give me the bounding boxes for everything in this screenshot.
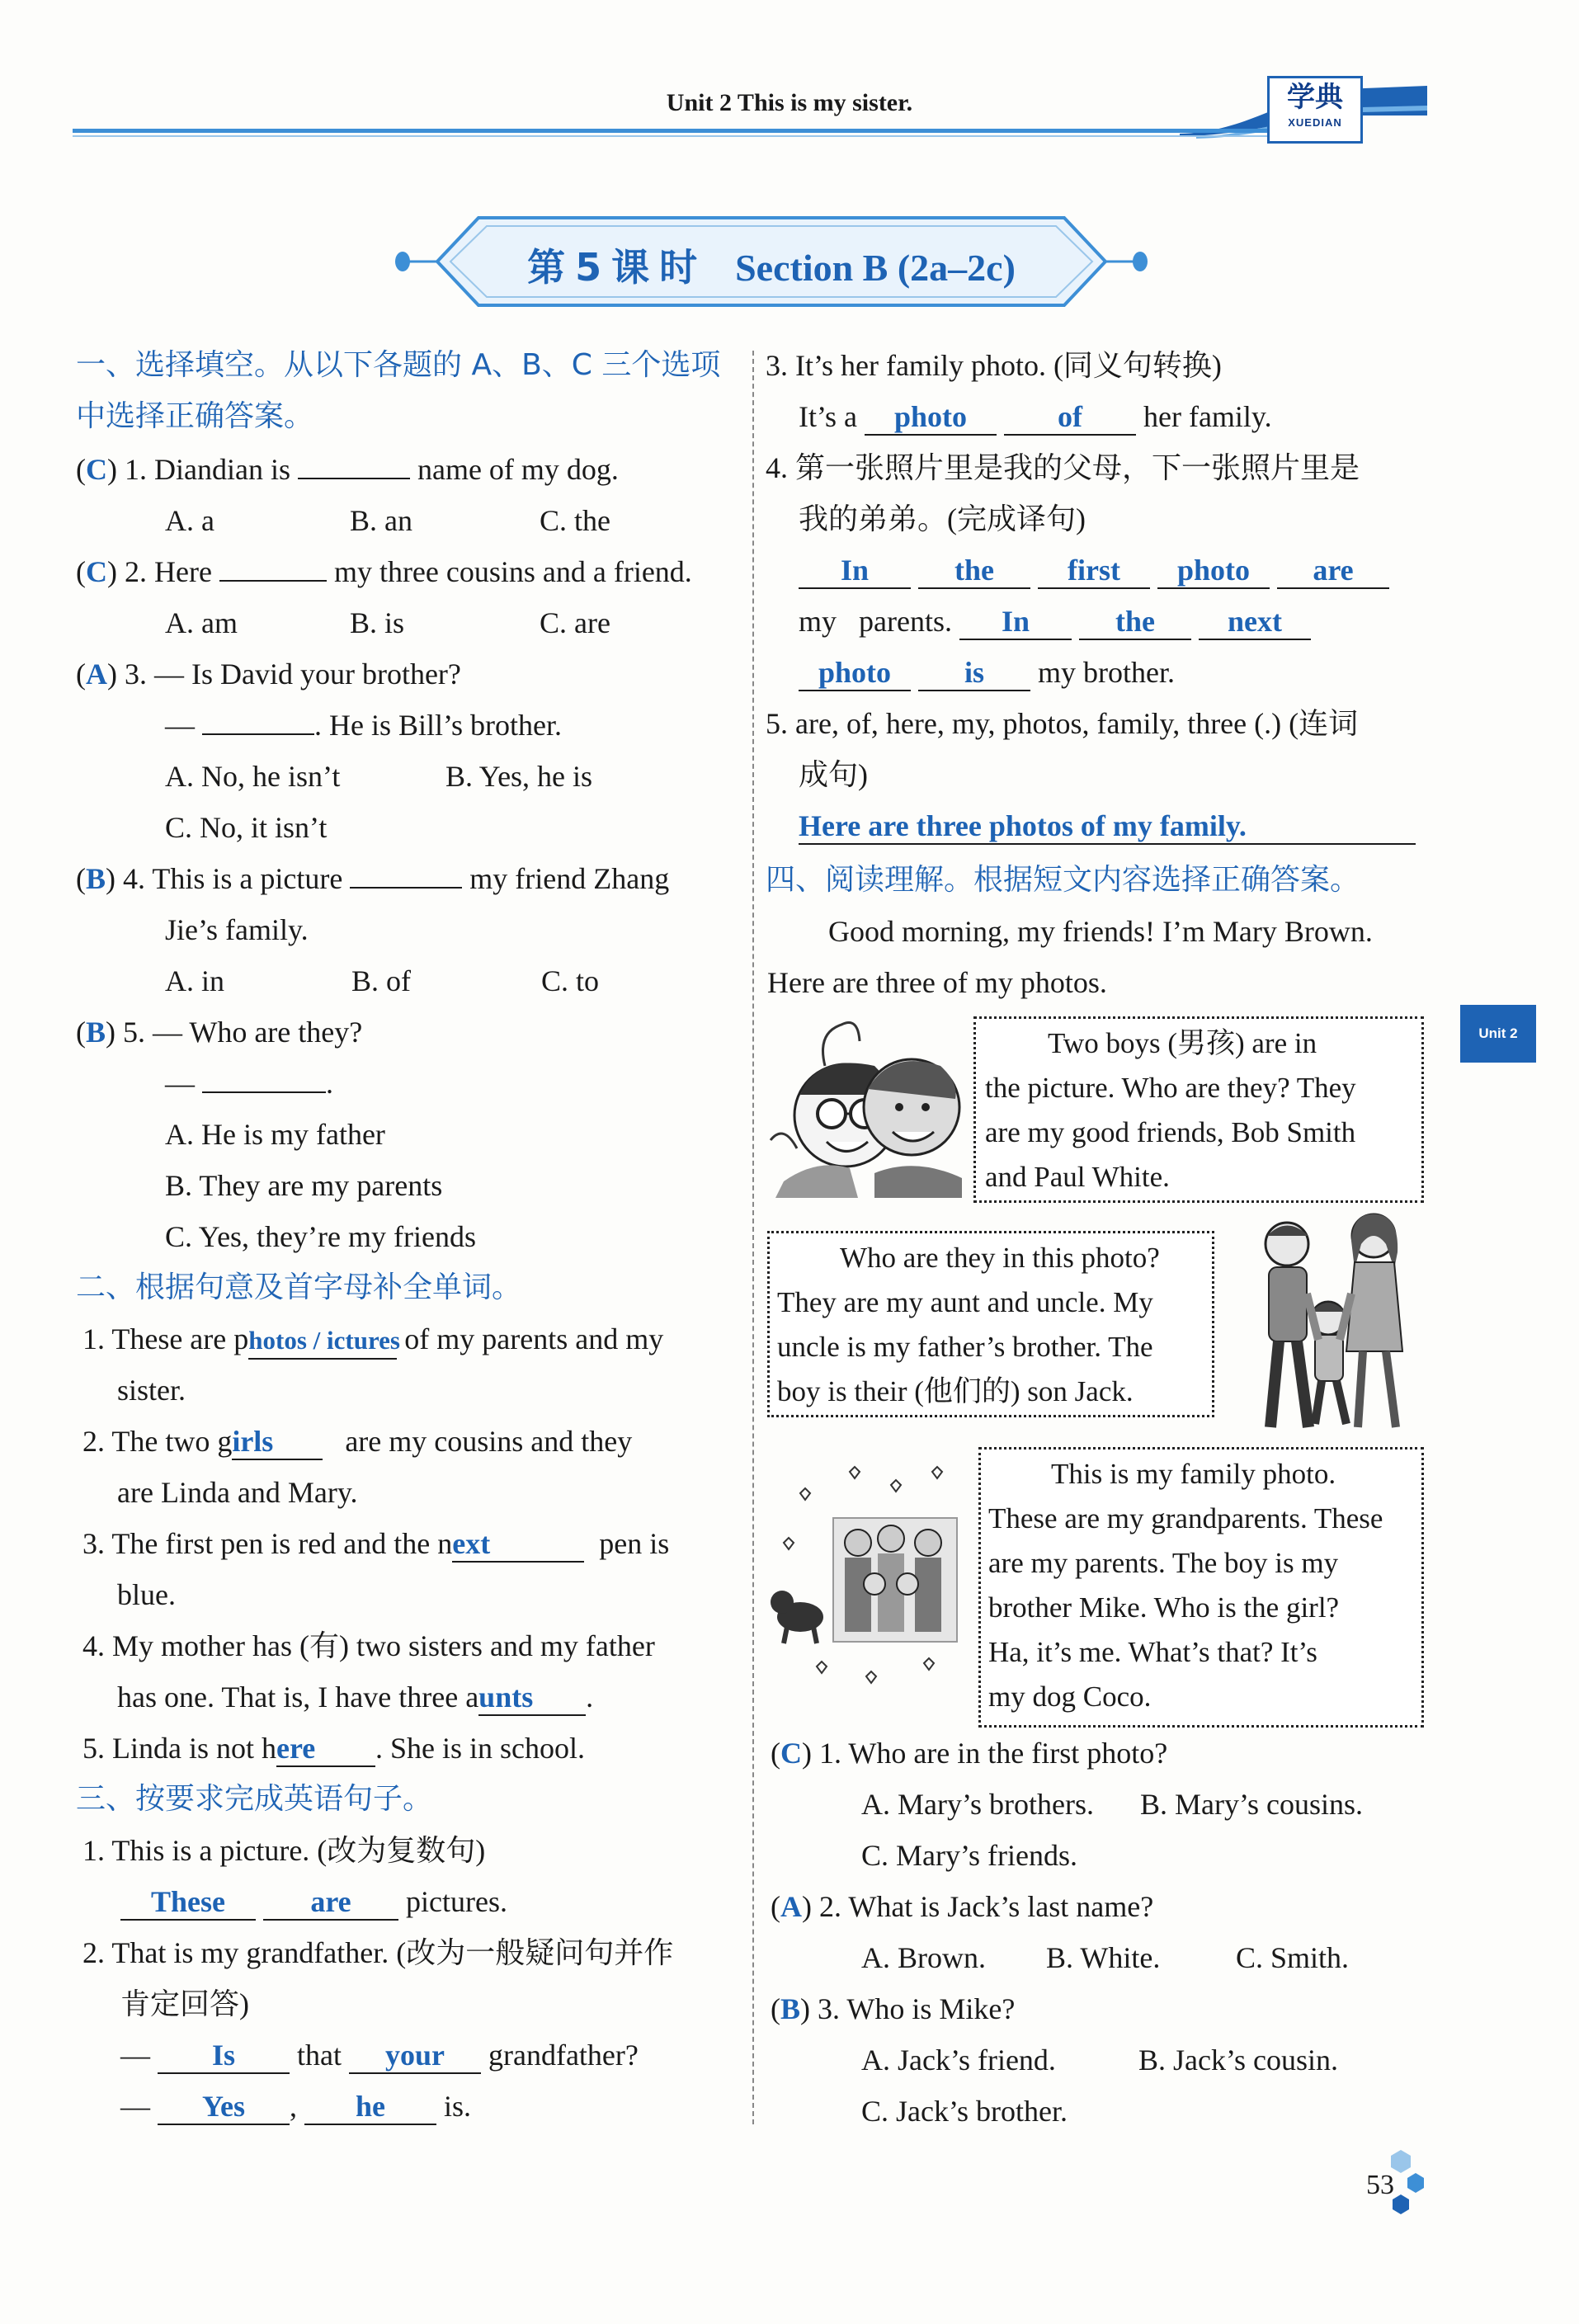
- part2-s3: 3. The first pen is red and the next pen is: [82, 1525, 669, 1563]
- column-divider: [752, 351, 754, 2124]
- part3-s2-line2: 肯定回答): [120, 1987, 249, 2020]
- part2-s3-line2: blue.: [117, 1578, 176, 1611]
- p4q3-option-c: C. Jack’s brother.: [861, 2095, 1068, 2128]
- header-rule-thick: [73, 129, 1360, 133]
- part2-s5: 5. Linda is not here . She is in school.: [82, 1729, 585, 1767]
- q1-option-a: A. a: [165, 504, 214, 537]
- q4-option-c: C. to: [541, 964, 600, 997]
- p4q2-option-b: B. White.: [1046, 1941, 1161, 1974]
- blank[interactable]: hotos / ictures: [248, 1323, 397, 1360]
- q5-option-c: C. Yes, they’re my friends: [165, 1220, 476, 1253]
- blank[interactable]: [219, 580, 327, 582]
- part3-s2-question: — Is that your grandfather?: [120, 2036, 639, 2074]
- part2-s2-line2: are Linda and Mary.: [117, 1476, 358, 1509]
- lesson-section: Section B (2a–2c): [735, 247, 1016, 289]
- blank[interactable]: photo: [865, 399, 997, 436]
- answer-mark: B: [86, 862, 106, 895]
- part4-intro-line1: Good morning, my friends! I’m Mary Brown.: [828, 915, 1373, 948]
- blank[interactable]: unts: [478, 1680, 586, 1716]
- blank[interactable]: next: [1199, 604, 1311, 640]
- blank[interactable]: In: [959, 604, 1072, 640]
- q5-option-a: A. He is my father: [165, 1118, 385, 1151]
- blank[interactable]: the: [1079, 604, 1191, 640]
- part3-s2-answer: — Yes , he is.: [120, 2087, 471, 2125]
- lesson-title: [388, 238, 1155, 292]
- part2-s4-line2: has one. That is, I have three aunts .: [117, 1678, 593, 1716]
- q3-option-c: C. No, it isn’t: [165, 811, 328, 844]
- part1-q5-line2: — .: [165, 1067, 333, 1100]
- q2-option-a: A. am: [165, 606, 238, 639]
- part1-q1: (C) 1. Diandian is name of my dog.: [76, 453, 619, 486]
- answer-mark: C: [86, 453, 107, 486]
- blank[interactable]: ere: [276, 1731, 375, 1767]
- part3-s3: 3. It’s her family photo. (同义句转换): [766, 349, 1222, 382]
- answer-mark: A: [780, 1890, 802, 1923]
- p4q1-option-b: B. Mary’s cousins.: [1140, 1788, 1363, 1821]
- blank[interactable]: In: [799, 553, 911, 589]
- blank[interactable]: [202, 733, 314, 735]
- part1-heading-line1: 一、选择填空。从以下各题的 A、B、C 三个选项: [76, 348, 721, 382]
- blank[interactable]: first: [1038, 553, 1150, 589]
- blank[interactable]: is: [918, 655, 1030, 691]
- photo3-text: This is my family photo. These are my grandparents. These are my parents. The boy is my brother Mike. Who is the girl? Ha, it’s me. What’s that? It’s my dog Coco.: [988, 1458, 1383, 1713]
- blank[interactable]: of: [1004, 399, 1136, 436]
- lesson-number: 第5课时: [527, 245, 708, 290]
- blank[interactable]: [298, 478, 410, 479]
- blank[interactable]: your: [349, 2038, 481, 2074]
- p4q1-option-c: C. Mary’s friends.: [861, 1839, 1077, 1872]
- blank[interactable]: are: [263, 1884, 398, 1921]
- page-header-title: Unit 2 This is my sister.: [666, 89, 913, 116]
- family-photo-illustration: [767, 1460, 973, 1708]
- part3-s4: 4. 第一张照片里是我的父母，下一张照片里是: [766, 451, 1360, 484]
- blank[interactable]: Here are three photos of my family.: [799, 808, 1416, 845]
- part4-heading: 四、阅读理解。根据短文内容选择正确答案。: [766, 863, 1360, 897]
- q4-option-b: B. of: [351, 964, 411, 997]
- photo2-text: Who are they in this photo? They are my aunt and uncle. My uncle is my father’s brother. The boy is their (他们的) son Jack.: [777, 1242, 1160, 1407]
- answer-mark: A: [86, 658, 107, 691]
- header-rule-thin: [73, 135, 1360, 137]
- blank[interactable]: These: [120, 1884, 256, 1921]
- part3-s5: 5. are, of, here, my, photos, family, three (.) (连词: [766, 707, 1359, 740]
- answer-mark: C: [780, 1737, 802, 1770]
- part2-s4: 4. My mother has (有) two sisters and my father: [82, 1629, 655, 1662]
- blank[interactable]: the: [918, 553, 1030, 589]
- part3-s1: 1. This is a picture. (改为复数句): [82, 1834, 486, 1867]
- aunt-uncle-son-illustration: [1237, 1211, 1419, 1434]
- blank[interactable]: photo: [799, 655, 911, 691]
- part3-s4-line2: 我的弟弟。(完成译句): [799, 502, 1086, 535]
- part3-s3-answer: It’s a photo of her family.: [799, 398, 1272, 436]
- part3-s5-answer: [799, 807, 1416, 845]
- part3-s4-row2: my parents. In the next: [799, 602, 1311, 640]
- hexagon-decoration-icon: [1376, 2148, 1426, 2218]
- part1-q2: (C) 2. Here my three cousins and a friend.: [76, 555, 692, 588]
- part3-s4-row3: photo is my brother.: [799, 653, 1175, 691]
- part4-intro-line2: Here are three of my photos.: [767, 966, 1107, 999]
- part1-q4-line2: Jie’s family.: [165, 913, 309, 946]
- answer-mark: B: [86, 1016, 106, 1049]
- q1-option-b: B. an: [350, 504, 412, 537]
- p4q3-option-b: B. Jack’s cousin.: [1138, 2044, 1338, 2077]
- q1-option-c: C. the: [540, 504, 610, 537]
- answer-mark: B: [780, 1992, 801, 2025]
- part3-s5-line2: 成句): [799, 758, 868, 791]
- part3-s1-answer: These are pictures.: [120, 1883, 507, 1921]
- q3-option-b: B. Yes, he is: [445, 760, 593, 793]
- part1-heading-line2: 中选择正确答案。: [76, 399, 314, 433]
- p4q2-option-c: C. Smith.: [1236, 1941, 1350, 1974]
- part3-s2: 2. That is my grandfather. (改为一般疑问句并作: [82, 1936, 674, 1969]
- answer-mark: C: [86, 555, 107, 588]
- photo1-text: Two boys (男孩) are in the picture. Who are they? They are my good friends, Bob Smith and Paul White.: [985, 1027, 1356, 1193]
- part4-q3: (B) 3. Who is Mike?: [771, 1992, 1016, 2025]
- q4-option-a: A. in: [165, 964, 224, 997]
- part3-s4-row1: [799, 551, 1389, 589]
- q3-option-a: A. No, he isn’t: [165, 760, 341, 793]
- unit-side-tab[interactable]: Unit 2: [1460, 1005, 1536, 1063]
- part4-q2: (A) 2. What is Jack’s last name?: [771, 1890, 1154, 1923]
- blank[interactable]: Is: [158, 2038, 290, 2074]
- xuedian-logo: 学典 XUEDIAN: [1267, 76, 1363, 144]
- part1-q3-line2: — . He is Bill’s brother.: [165, 709, 562, 742]
- part1-q4: (B) 4. This is a picture my friend Zhang: [76, 862, 670, 895]
- part2-s1-line2: sister.: [117, 1374, 186, 1407]
- blank[interactable]: irls: [232, 1424, 323, 1460]
- blank[interactable]: [350, 887, 462, 889]
- q5-option-b: B. They are my parents: [165, 1169, 443, 1202]
- part2-heading: 二、根据句意及首字母补全单词。: [76, 1270, 522, 1304]
- p4q1-option-a: A. Mary’s brothers.: [861, 1788, 1094, 1821]
- p4q2-option-a: A. Brown.: [861, 1941, 986, 1974]
- part2-s2: 2. The two girls are my cousins and they: [82, 1422, 632, 1460]
- q2-option-c: C. are: [540, 606, 610, 639]
- p4q3-option-a: A. Jack’s friend.: [861, 2044, 1056, 2077]
- part4-q1: (C) 1. Who are in the first photo?: [771, 1737, 1168, 1770]
- part1-q3: (A) 3. — Is David your brother?: [76, 658, 461, 691]
- part3-heading: 三、按要求完成英语句子。: [76, 1782, 433, 1816]
- part2-s1: 1. These are photos / ictures of my parents and my: [82, 1320, 663, 1360]
- blank[interactable]: he: [304, 2089, 436, 2125]
- blank[interactable]: [202, 1091, 326, 1093]
- blank[interactable]: Yes: [158, 2089, 290, 2125]
- blank[interactable]: photo: [1157, 553, 1270, 589]
- blank[interactable]: are: [1277, 553, 1389, 589]
- blank[interactable]: ext: [452, 1526, 584, 1563]
- page-number: 53: [1366, 2170, 1394, 2200]
- part1-q5: (B) 5. — Who are they?: [76, 1016, 363, 1049]
- two-boys-illustration: [767, 1016, 970, 1198]
- q2-option-b: B. is: [350, 606, 405, 639]
